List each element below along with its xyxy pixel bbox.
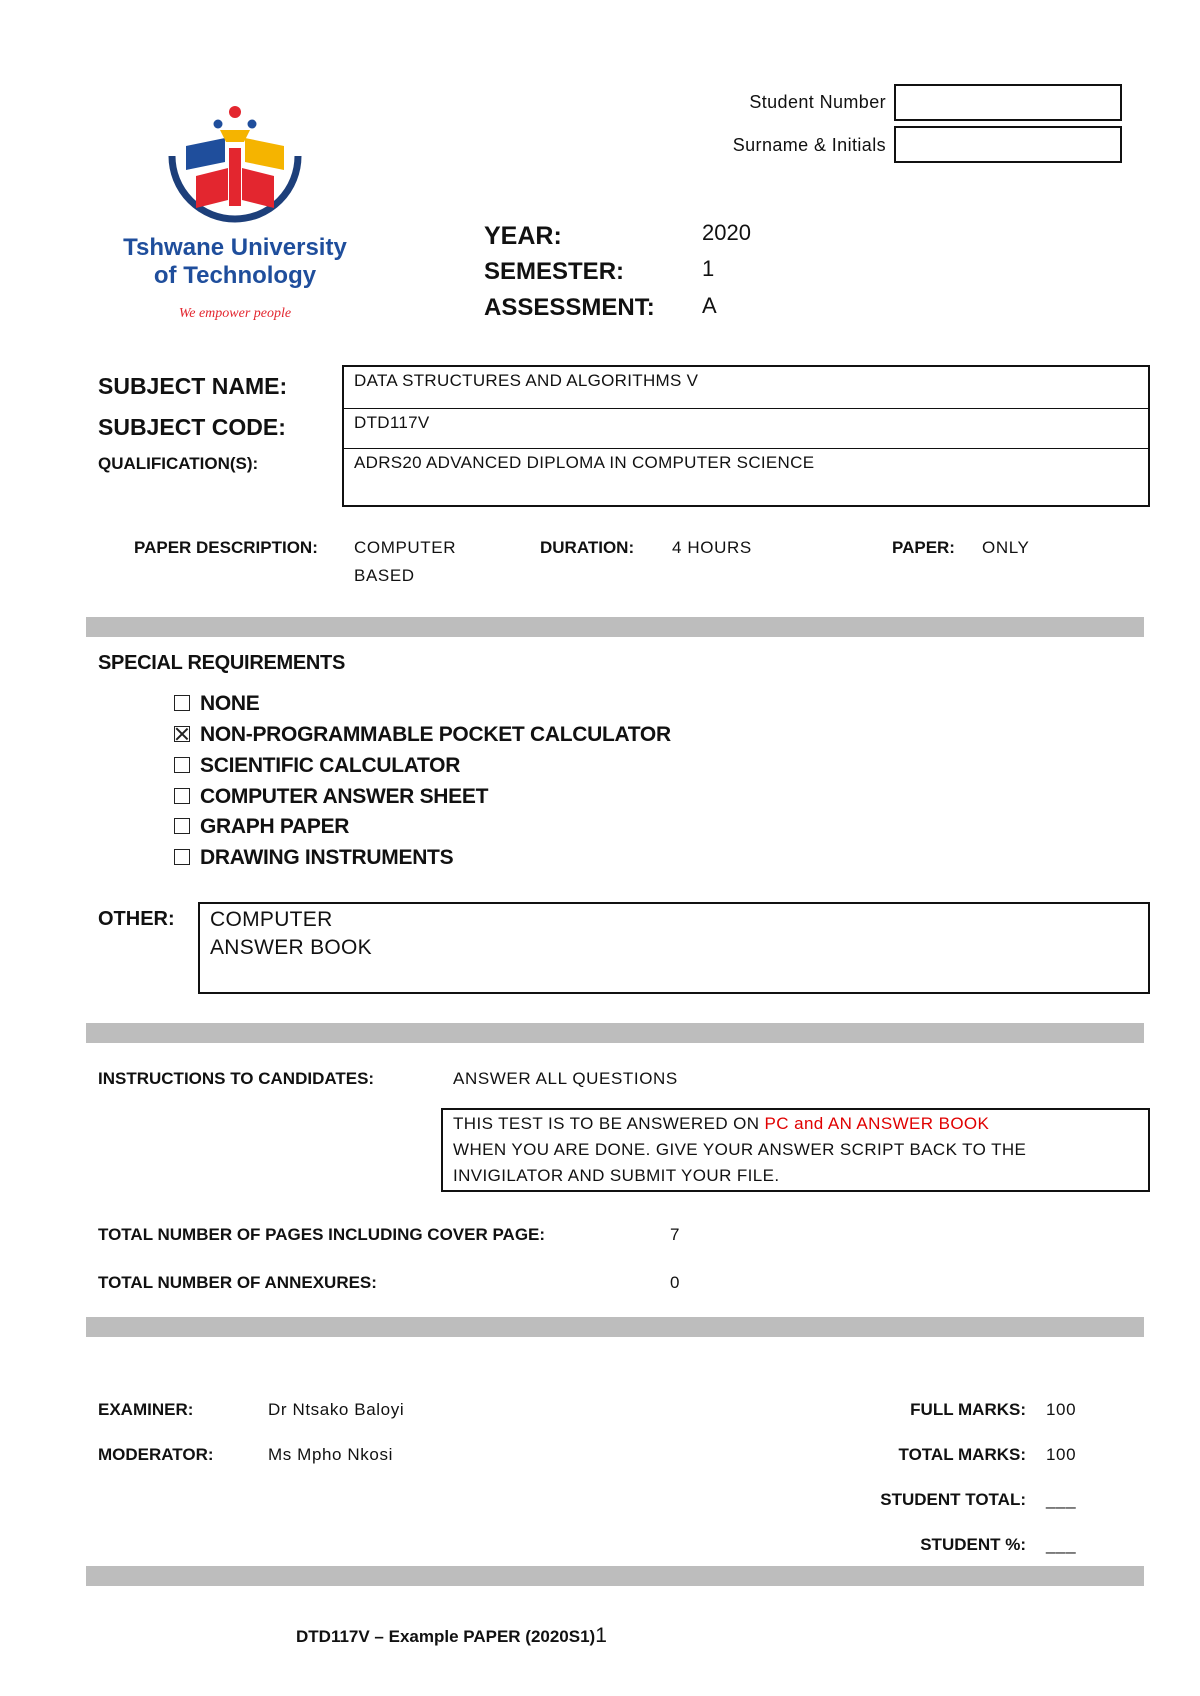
requirement-computer-answer-sheet[interactable]: COMPUTER ANSWER SHEET (174, 785, 488, 809)
total-pages-label: TOTAL NUMBER OF PAGES INCLUDING COVER PAGE: (98, 1225, 546, 1244)
duration-value: 4 HOURS (672, 538, 752, 557)
assessment-value: A (702, 293, 717, 318)
student-number-label: Student Number (749, 92, 886, 112)
subject-name-label: SUBJECT NAME: (98, 373, 288, 399)
requirement-scientific-calculator[interactable]: SCIENTIFIC CALCULATOR (174, 754, 460, 778)
paper-value: ONLY (982, 538, 1030, 557)
instructions-box-line2: WHEN YOU ARE DONE. GIVE YOUR ANSWER SCRIPT BACK TO THE (453, 1140, 1027, 1159)
checkbox-icon[interactable] (174, 695, 190, 711)
qualification-value: ADRS20 ADVANCED DIPLOMA IN COMPUTER SCIENCE (354, 453, 815, 472)
semester-label: SEMESTER: (484, 258, 625, 285)
other-line1: COMPUTER (210, 908, 333, 931)
moderator-label: MODERATOR: (98, 1445, 214, 1464)
surname-initials-field[interactable] (894, 126, 1122, 163)
paper-description-label: PAPER DESCRIPTION: (134, 538, 318, 557)
instructions-box-line1: THIS TEST IS TO BE ANSWERED ON PC and AN ANSWER BOOK (453, 1114, 990, 1133)
semester-value: 1 (702, 256, 715, 281)
instructions-box (441, 1108, 1150, 1192)
year-value: 2020 (702, 220, 751, 245)
page-number: 1 (595, 1624, 607, 1647)
other-box (198, 902, 1150, 994)
student-number-field[interactable] (894, 84, 1122, 121)
examiner-value: Dr Ntsako Baloyi (268, 1400, 405, 1419)
checkbox-checked-icon[interactable] (174, 726, 190, 742)
checkbox-icon[interactable] (174, 757, 190, 773)
subject-name-value: DATA STRUCTURES AND ALGORITHMS V (344, 367, 1148, 409)
checkbox-icon[interactable] (174, 788, 190, 804)
student-total-value[interactable]: ___ (1046, 1490, 1077, 1509)
footer (296, 1624, 607, 1648)
logo-tagline: We empower people (178, 306, 292, 321)
total-pages-value: 7 (670, 1225, 681, 1244)
requirement-pocket-calculator[interactable]: NON-PROGRAMMABLE POCKET CALCULATOR (174, 723, 671, 747)
checkbox-icon[interactable] (174, 818, 190, 834)
examiner-label: EXAMINER: (98, 1400, 194, 1419)
total-annexures-value: 0 (670, 1273, 681, 1292)
subject-table (342, 365, 1150, 507)
year-label: YEAR: (484, 222, 562, 250)
section-divider-3 (86, 1317, 1144, 1337)
instructions-value: ANSWER ALL QUESTIONS (453, 1069, 678, 1088)
other-line2: ANSWER BOOK (210, 936, 372, 959)
other-label: OTHER: (98, 908, 175, 930)
paper-description-line1: COMPUTER (354, 538, 457, 557)
instructions-box-line3: INVIGILATOR AND SUBMIT YOUR FILE. (453, 1166, 780, 1185)
university-logo (120, 98, 350, 328)
requirement-graph-paper[interactable]: GRAPH PAPER (174, 815, 349, 839)
student-total-label: STUDENT TOTAL: (880, 1490, 1026, 1509)
paper-description-line2: BASED (354, 566, 415, 585)
moderator-value: Ms Mpho Nkosi (268, 1445, 393, 1464)
total-marks-label: TOTAL MARKS: (898, 1445, 1026, 1464)
qualification-label: QUALIFICATION(S): (98, 454, 259, 473)
full-marks-value: 100 (1046, 1400, 1077, 1419)
footer-text: DTD117V – Example PAPER (2020S1) (296, 1627, 596, 1646)
special-requirements-title: SPECIAL REQUIREMENTS (98, 652, 345, 674)
assessment-label: ASSESSMENT: (484, 294, 655, 321)
instructions-highlight: PC and AN ANSWER BOOK (764, 1114, 990, 1133)
full-marks-label: FULL MARKS: (910, 1400, 1026, 1419)
student-percent-label: STUDENT %: (920, 1535, 1026, 1554)
surname-initials-label: Surname & Initials (732, 135, 886, 155)
duration-label: DURATION: (540, 538, 635, 557)
instructions-label: INSTRUCTIONS TO CANDIDATES: (98, 1069, 375, 1088)
logo-name-line1: Tshwane University (123, 234, 347, 261)
section-divider-1 (86, 617, 1144, 637)
paper-label: PAPER: (892, 538, 955, 557)
requirement-drawing-instruments[interactable]: DRAWING INSTRUMENTS (174, 846, 453, 870)
total-marks-value: 100 (1046, 1445, 1077, 1464)
checkbox-icon[interactable] (174, 849, 190, 865)
requirement-none[interactable]: NONE (174, 692, 259, 716)
logo-name-line2: of Technology (153, 262, 317, 289)
university-emblem (120, 98, 350, 228)
section-divider-2 (86, 1023, 1144, 1043)
student-percent-value[interactable]: ___ (1046, 1535, 1077, 1554)
section-divider-4 (86, 1566, 1144, 1586)
total-annexures-label: TOTAL NUMBER OF ANNEXURES: (98, 1273, 377, 1292)
subject-code-value: DTD117V (344, 409, 1148, 449)
subject-code-label: SUBJECT CODE: (98, 414, 286, 440)
